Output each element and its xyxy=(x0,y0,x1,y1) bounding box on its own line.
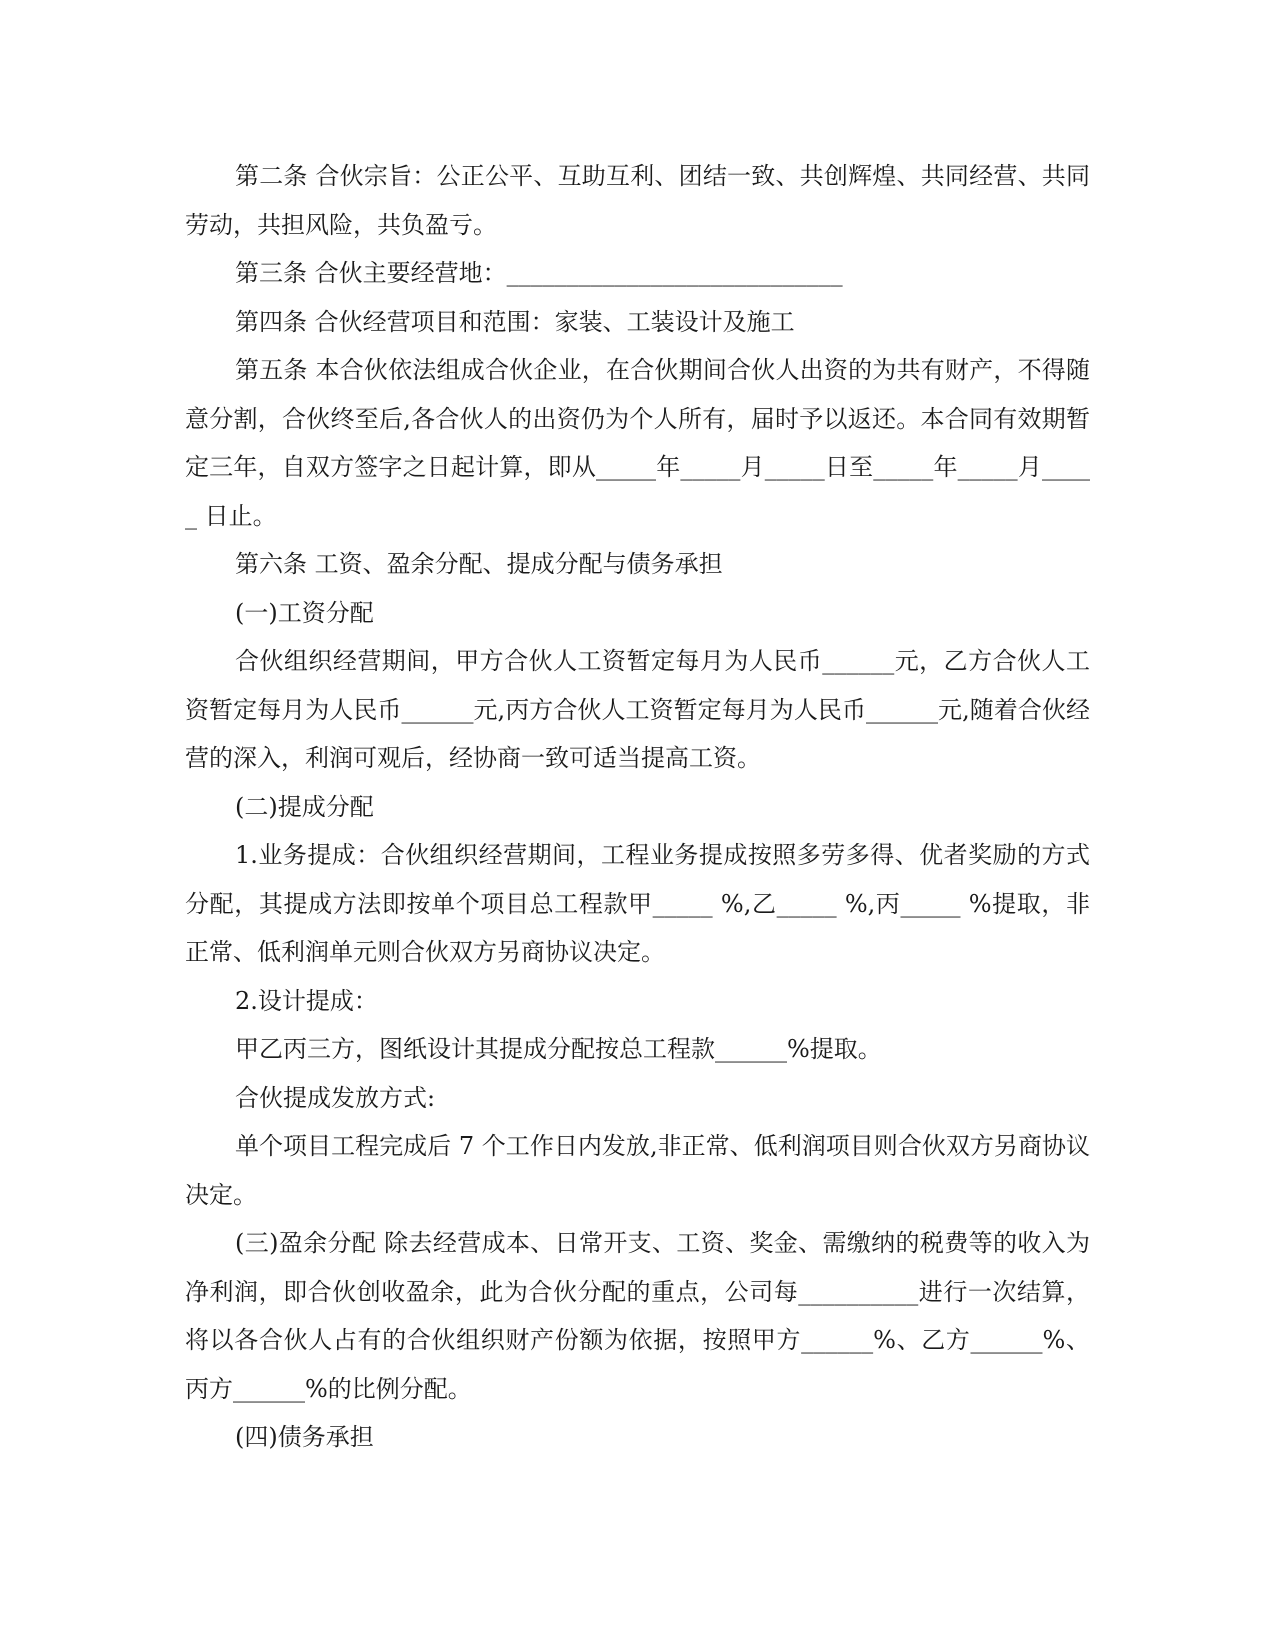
article-5-property-term: 第五条 本合伙依法组成合伙企业，在合伙期间合伙人出资的为共有财产，不得随意分割，合伙终至后,各合伙人的出资仍为个人所有，届时予以返还。本合同有效期暂定三年，自双方签字之日起计算，即从_____年_____月_____日至_____年_____月_____ 日止。 xyxy=(185,356,1090,530)
article-3-location: 第三条 合伙主要经营地：____________________________ xyxy=(235,259,843,287)
article-6-heading: 第六条 工资、盈余分配、提成分配与债务承担 xyxy=(235,550,723,578)
commission-payment-heading: 合伙提成发放方式: xyxy=(235,1083,436,1112)
article-4-scope: 第四条 合伙经营项目和范围：家装、工装设计及施工 xyxy=(235,307,795,336)
section-wages-heading: (一)工资分配 xyxy=(235,598,374,627)
commission-payment-text: 单个项目工程完成后 7 个工作日内发放,非正常、低利润项目则合伙双方另商协议决定。 xyxy=(185,1132,1090,1209)
document-body xyxy=(185,152,1090,1462)
section-debt-heading: (四)债务承担 xyxy=(235,1423,374,1451)
section-surplus-text: (三)盈余分配 除去经营成本、日常开支、工资、奖金、需缴纳的税费等的收入为净利润，即合伙创收盈余，此为合伙分配的重点，公司每__________进行一次结算，将以各合伙人占有的合伙组织财产份额为依据，按照甲方______%、乙方______%、丙方______%的比例分配。 xyxy=(185,1229,1090,1403)
business-commission-text: 1.业务提成：合伙组织经营期间，工程业务提成按照多劳多得、优者奖励的方式分配，其提成方法即按单个项目总工程款甲_____ %,乙_____ %,丙_____ %提取，非正常、低利润单元则合伙双方另商协议决定。 xyxy=(185,841,1090,966)
design-commission-text: 甲乙丙三方，图纸设计其提成分配按总工程款______%提取。 xyxy=(235,1035,882,1063)
article-2-purpose: 第二条 合伙宗旨：公正公平、互助互利、团结一致、共创辉煌、共同经营、共同劳动，共担风险，共负盈亏。 xyxy=(185,162,1090,239)
section-wages-text: 合伙组织经营期间，甲方合伙人工资暂定每月为人民币______元，乙方合伙人工资暂定每月为人民币______元,丙方合伙人工资暂定每月为人民币______元,随着合伙经营的深入，利润可观后，经协商一致可适当提高工资。 xyxy=(185,647,1090,772)
design-commission-heading: 2.设计提成： xyxy=(235,986,378,1015)
section-commission-heading: (二)提成分配 xyxy=(235,792,374,821)
